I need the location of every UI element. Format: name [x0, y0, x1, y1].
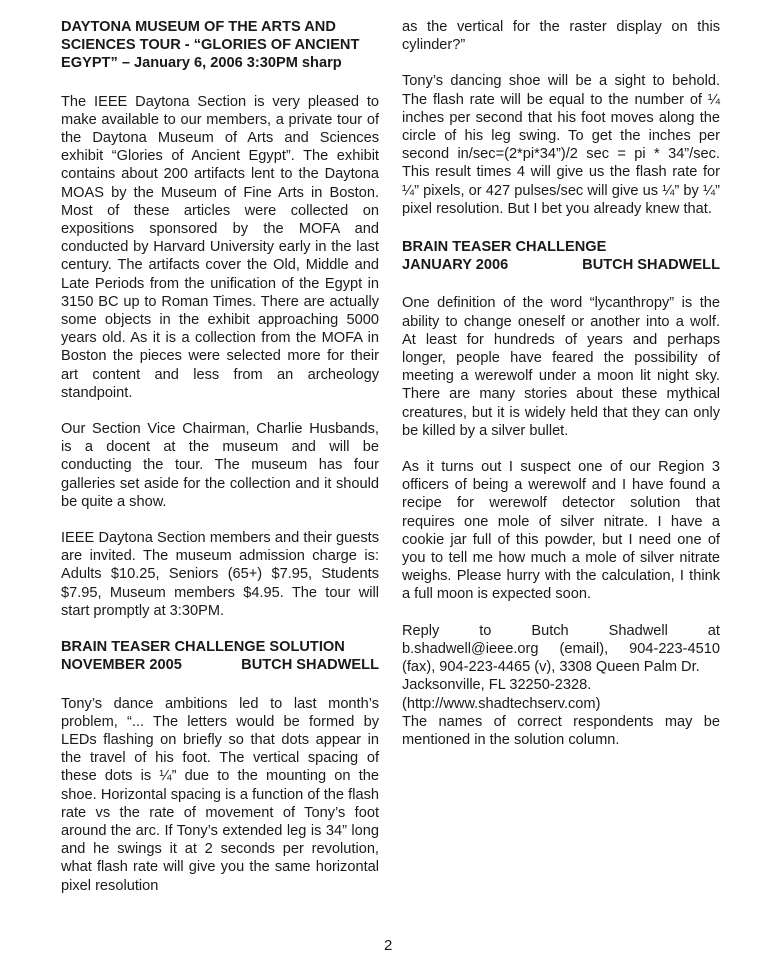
- left-column: [61, 18, 379, 895]
- tour-paragraph-admission: IEEE Daytona Section members and their guests are invited. The museum admission charge is: Adults $10.25, Seniors (65+) $7.95, Students $7.95, Museum members $4.95. The tour will start promptly at 3:30PM.: [61, 530, 379, 619]
- contact-reply-word: to: [479, 622, 492, 639]
- challenge-paragraph-lycanthropy: One definition of the word “lycanthropy” is the ability to change oneself or another into a wolf. At least for hundreds of years and perhaps longer, people have feared the possibility of meeting a werewolf under a moon lit night sky. There are many stories about these mythical creatures, but it is widely held that they can only be killed by a silver bullet.: [402, 295, 720, 439]
- solution-continued: as the vertical for the raster display on this cylinder?”: [402, 19, 720, 54]
- solution-heading-date: NOVEMBER 2005: [61, 657, 182, 674]
- tour-heading-line-3: EGYPT” – January 6, 2006 3:30PM sharp: [61, 55, 342, 72]
- challenge-paragraph-silver-nitrate: As it turns out I suspect one of our Region 3 officers of being a werewolf and I have found a recipe for werewolf detector solution that requires one mole of silver nitrate. I have a cookie jar full of this powder, but I need one of you to tell me how much a mole of silver nitrate weighs. Please hurry with the calculation, I think a full moon is expected soon.: [402, 459, 720, 603]
- solution-heading-title: BRAIN TEASER CHALLENGE SOLUTION: [61, 639, 345, 656]
- contact-reply-word: Reply: [402, 622, 440, 639]
- contact-reply-word: Butch: [531, 622, 569, 639]
- challenge-heading: [402, 238, 720, 274]
- tour-paragraph-intro: The IEEE Daytona Section is very pleased to make available to our members, a private tour of the Daytona Museum of Arts and Sciences exhibit “Glories of Ancient Egypt”. The exhibit contains about 200 artifacts lent to the Daytona MOAS by the Museum of Fine Arts in Boston. Most of these articles were collected on expositions sponsored by the MOFA and conducted by Harvard University early in the last century. The artifacts cover the Old, Middle and Late Periods from the unification of the Egypt in 3150 BC up to Roman Times. There are actually some objects in the exhibit approaching 5000 years old. As it is a collection from the MOFA in Boston the pieces were selected more for their art content and less from an archeology standpoint.: [61, 93, 379, 401]
- contact-reply-word: Shadwell: [608, 622, 668, 639]
- solution-heading-author: BUTCH SHADWELL: [241, 657, 379, 674]
- tour-heading-line-2: SCIENCES TOUR - “GLORIES OF ANCIENT: [61, 37, 360, 54]
- contact-reply-word: at: [707, 622, 720, 639]
- contact-city: Jacksonville, FL 32250-2328.: [402, 677, 592, 694]
- challenge-heading-title: BRAIN TEASER CHALLENGE: [402, 239, 607, 256]
- contact-respondents-note: The names of correct respondents may be mentioned in the solution column.: [402, 713, 720, 748]
- right-column: [402, 18, 720, 749]
- tour-heading: [61, 18, 379, 73]
- challenge-heading-author: BUTCH SHADWELL: [582, 257, 720, 274]
- contact-reply-line: [402, 622, 720, 640]
- solution-answer: Tony’s dancing shoe will be a sight to behold. The flash rate will be equal to the number of ¼ inches per second that his foot moves along the circle of his leg swing. To get the inches per second in/sec=(2*pi*34”)/2 sec = pi * 34”/sec. This result times 4 will give us the flash rate for ¼” pixels, or 427 pulses/sec will give us ¼” by ¼” pixel resolution. But I bet you already knew that.: [402, 73, 720, 217]
- contact-block: [402, 622, 720, 749]
- tour-paragraph-docent: Our Section Vice Chairman, Charlie Husbands, is a docent at the museum and will be conducting the tour. The museum has four galleries set aside for the collection and it should be quite a show.: [61, 421, 379, 510]
- challenge-heading-date: JANUARY 2006: [402, 257, 509, 274]
- solution-heading: [61, 638, 379, 674]
- solution-paragraph: Tony’s dance ambitions led to last month’s problem, “... The letters would be formed by LEDs flashing on briefly so that dots appear in the travel of his foot. The vertical spacing of these dots is ¼” due to the mounting on the shoe. Horizontal spacing is a function of the flash rate vs the rate of movement of Tony’s foot around the arc. If Tony’s extended leg is 34” long and he swings it at 2 seconds per revolution, what flash rate will give you the same horizontal pixel resolution: [61, 695, 379, 894]
- contact-email-phone: b.shadwell@ieee.org (email), 904-223-4510 (fax), 904-223-4465 (v), 3308 Queen Palm Dr.: [402, 640, 720, 676]
- tour-heading-line-1: DAYTONA MUSEUM OF THE ARTS AND: [61, 19, 336, 35]
- contact-website: (http://www.shadtechserv.com): [402, 695, 601, 712]
- page-number: 2: [384, 937, 393, 954]
